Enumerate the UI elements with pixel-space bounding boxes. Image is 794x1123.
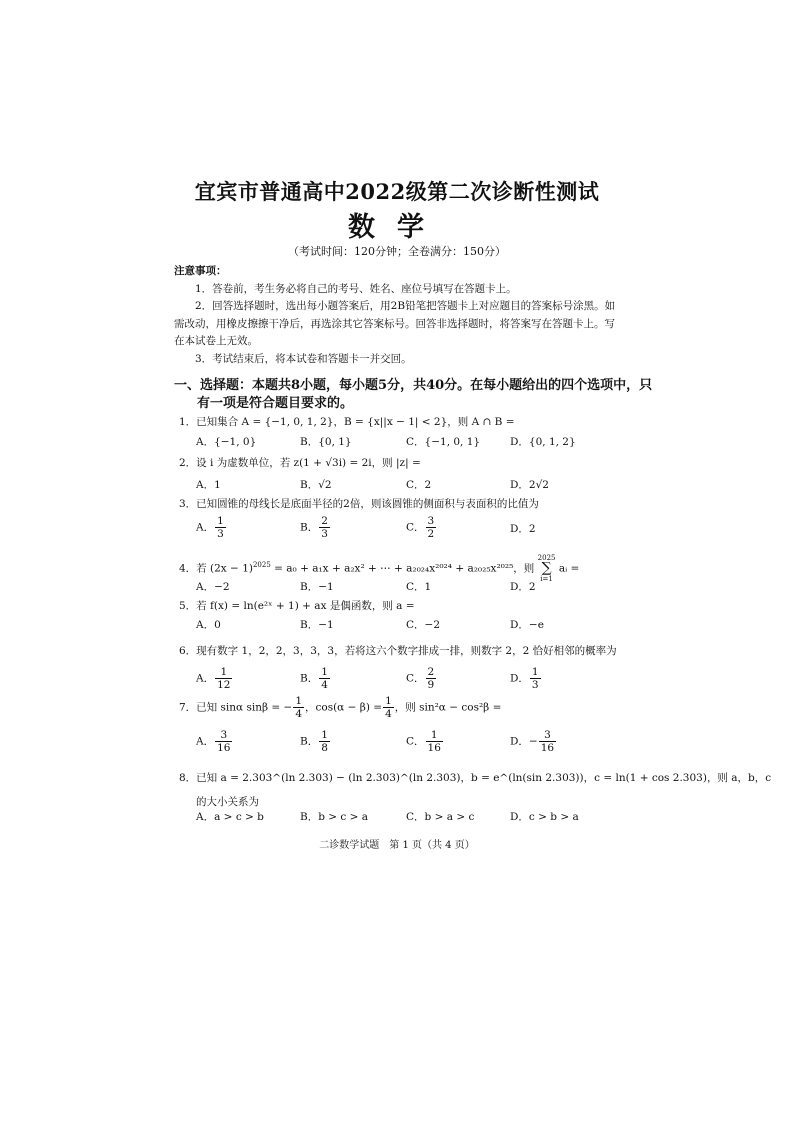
exam-info: （考试时间：120分钟；全卷满分：150分） bbox=[288, 245, 506, 258]
fraction bbox=[319, 666, 330, 691]
q2-option-a: A．1 bbox=[196, 479, 221, 491]
fraction bbox=[215, 515, 226, 540]
note-item: 3．考试结束后，将本试卷和答题卡一并交回。 bbox=[195, 352, 412, 365]
q5-option-a: A．0 bbox=[196, 619, 221, 631]
denominator: 4 bbox=[385, 708, 392, 720]
q1-option-a: A．{−1, 0} bbox=[196, 436, 257, 448]
q3-option-a bbox=[196, 515, 227, 540]
fraction bbox=[539, 729, 556, 754]
question-1-stem: 1．已知集合 A = {−1, 0, 1, 2}，B = {x||x − 1| < 2}，则 A ∩ B = bbox=[179, 416, 515, 428]
denominator: 16 bbox=[427, 742, 441, 754]
q8-option-b: B．b > c > a bbox=[300, 811, 369, 823]
denominator: 4 bbox=[295, 708, 302, 720]
subject-title: 数学 bbox=[348, 212, 446, 243]
option-label: A． bbox=[196, 521, 215, 534]
question-3-stem: 3．已知圆锥的母线长是底面半径的2倍，则该圆锥的侧面积与表面积的比值为 bbox=[179, 498, 539, 510]
numerator: 3 bbox=[215, 729, 232, 742]
note-item: 2．回答选择题时，选出每小题答案后，用2B铅笔把答题卡上对应题目的答案标号涂黑。如需改动，用橡皮擦擦干净后，再选涂其它答案标号。回答非选择题时，将答案写在答题卡上。写在本试卷上无效。 bbox=[174, 300, 616, 347]
question-8-stem: 8．已知 a = 2.303^(ln 2.303) − (ln 2.303)^(ln 2.303)，b = e^(ln(sin 2.303))，c = ln(1 + cos 2.303)，则 a，b，c bbox=[179, 772, 772, 784]
numerator: 2 bbox=[321, 515, 328, 527]
q1-option-d: D．{0, 1, 2} bbox=[510, 436, 576, 448]
section-heading-line1: 一、选择题：本题共8小题，每小题5分，共40分。在每小题给出的四个选项中，只 bbox=[174, 378, 653, 393]
q4-option-a: A．−2 bbox=[196, 581, 230, 593]
fraction bbox=[215, 729, 232, 754]
stem-text: ，cos(α − β) = bbox=[305, 701, 383, 714]
numerator: 1 bbox=[321, 729, 328, 741]
fraction bbox=[215, 666, 232, 691]
note-item: 1．答卷前，考生务必将自己的考号、姓名、座位号填写在答题卡上。 bbox=[195, 282, 517, 295]
q8-option-c: C．b > a > c bbox=[406, 811, 475, 823]
question-5-stem: 5．若 f(x) = ln(e²ˣ + 1) + ax 是偶函数，则 a = bbox=[179, 600, 415, 612]
page-footer: 二诊数学试题 第 1 页（共 4 页） bbox=[319, 840, 475, 851]
option-label: D． bbox=[510, 735, 529, 748]
q7-option-c bbox=[406, 729, 444, 754]
q6-option-d bbox=[510, 666, 542, 691]
sum-upper: 2025 bbox=[537, 554, 556, 562]
option-label: A． bbox=[196, 735, 215, 748]
numerator: 2 bbox=[427, 666, 435, 678]
q7-option-b bbox=[300, 729, 331, 754]
fraction bbox=[530, 666, 541, 691]
sum-lower: i=1 bbox=[540, 575, 553, 583]
q1-option-b: B．{0, 1} bbox=[300, 436, 352, 448]
denominator: 8 bbox=[321, 742, 328, 754]
sigma-icon: ∑ bbox=[541, 560, 552, 576]
numerator: 3 bbox=[539, 729, 556, 742]
q3-option-c bbox=[406, 515, 437, 540]
q2-option-b: B．√2 bbox=[300, 479, 332, 491]
numerator: 1 bbox=[426, 729, 443, 742]
numerator: 1 bbox=[217, 515, 224, 527]
stem-text: ，则 sin²α − cos²β = bbox=[394, 701, 502, 714]
option-label: B． bbox=[300, 735, 319, 748]
option-label: C． bbox=[406, 521, 425, 534]
question-2-stem: 2．设 i 为虚数单位，若 z(1 + √3i) = 2i，则 |z| = bbox=[179, 457, 421, 469]
denominator: 16 bbox=[540, 742, 555, 754]
q5-option-c: C．−2 bbox=[406, 619, 441, 631]
fraction bbox=[319, 515, 330, 540]
q6-option-c bbox=[406, 666, 437, 691]
numerator: 3 bbox=[427, 515, 435, 527]
denominator: 3 bbox=[531, 679, 539, 691]
fraction bbox=[383, 695, 394, 720]
q4-option-c: C．1 bbox=[406, 581, 432, 593]
q2-option-c: C．2 bbox=[406, 479, 432, 491]
minus-sign: − bbox=[528, 735, 538, 748]
notes-block bbox=[174, 263, 624, 368]
option-label: C． bbox=[406, 735, 425, 748]
denominator: 4 bbox=[321, 679, 328, 691]
fraction bbox=[293, 695, 304, 720]
notes-heading: 注意事项： bbox=[174, 265, 227, 277]
denominator: 9 bbox=[427, 679, 435, 691]
q6-option-b bbox=[300, 666, 331, 691]
stem-text: 7．已知 sinα sinβ = − bbox=[179, 701, 293, 714]
numerator: 1 bbox=[321, 666, 328, 678]
question-8-stem-cont: 的大小关系为 bbox=[196, 796, 259, 808]
numerator: 1 bbox=[385, 695, 392, 707]
denominator: 3 bbox=[217, 528, 224, 540]
question-7-stem bbox=[179, 695, 501, 720]
q7-option-a bbox=[196, 729, 233, 754]
fraction bbox=[426, 729, 443, 754]
denominator: 12 bbox=[217, 679, 231, 691]
denominator: 16 bbox=[217, 742, 231, 754]
numerator: 1 bbox=[295, 695, 302, 707]
summation bbox=[538, 554, 556, 583]
section-heading-line2: 有一项是符合题目要求的。 bbox=[197, 396, 354, 411]
option-value: 2 bbox=[528, 523, 536, 535]
stem-text: 4．若 (2x − 1) bbox=[179, 562, 253, 575]
option-label: C． bbox=[406, 672, 425, 685]
option-label: B． bbox=[300, 521, 319, 534]
denominator: 2 bbox=[427, 528, 435, 540]
exam-title: 宜宾市普通高中2022级第二次诊断性测试 bbox=[194, 179, 600, 204]
option-label: A． bbox=[196, 672, 215, 685]
numerator: 1 bbox=[531, 666, 539, 678]
option-label: D． bbox=[510, 523, 529, 535]
stem-text: = a₀ + a₁x + a₂x² + ⋯ + a₂₀₂₄x²⁰²⁴ + a₂₀₂₅x²⁰²⁵，则 bbox=[270, 562, 538, 575]
q4-option-b: B．−1 bbox=[300, 581, 334, 593]
fraction bbox=[426, 666, 437, 691]
q8-option-a: A．a > c > b bbox=[196, 811, 264, 823]
denominator: 3 bbox=[321, 528, 328, 540]
option-label: D． bbox=[510, 672, 529, 685]
q2-option-d: D．2√2 bbox=[510, 479, 549, 491]
fraction bbox=[426, 515, 437, 540]
q4-option-d: D．2 bbox=[510, 581, 536, 593]
question-6-stem: 6．现有数字 1，2，2，3，3，3，若将这六个数字排成一排，则数字 2，2 恰好相邻的概率为 bbox=[179, 645, 617, 657]
numerator: 1 bbox=[215, 666, 232, 679]
q3-option-d bbox=[510, 521, 536, 536]
exponent: 2025 bbox=[252, 561, 271, 569]
fraction bbox=[319, 729, 330, 754]
stem-text: aᵢ = bbox=[555, 562, 580, 575]
q7-option-d bbox=[510, 729, 557, 754]
q5-option-d: D．−e bbox=[510, 619, 544, 631]
q8-option-d: D．c > b > a bbox=[510, 811, 579, 823]
q3-option-b bbox=[300, 515, 331, 540]
q6-option-a bbox=[196, 666, 233, 691]
q5-option-b: B．−1 bbox=[300, 619, 334, 631]
q1-option-c: C．{−1, 0, 1} bbox=[406, 436, 481, 448]
option-label: B． bbox=[300, 672, 319, 685]
